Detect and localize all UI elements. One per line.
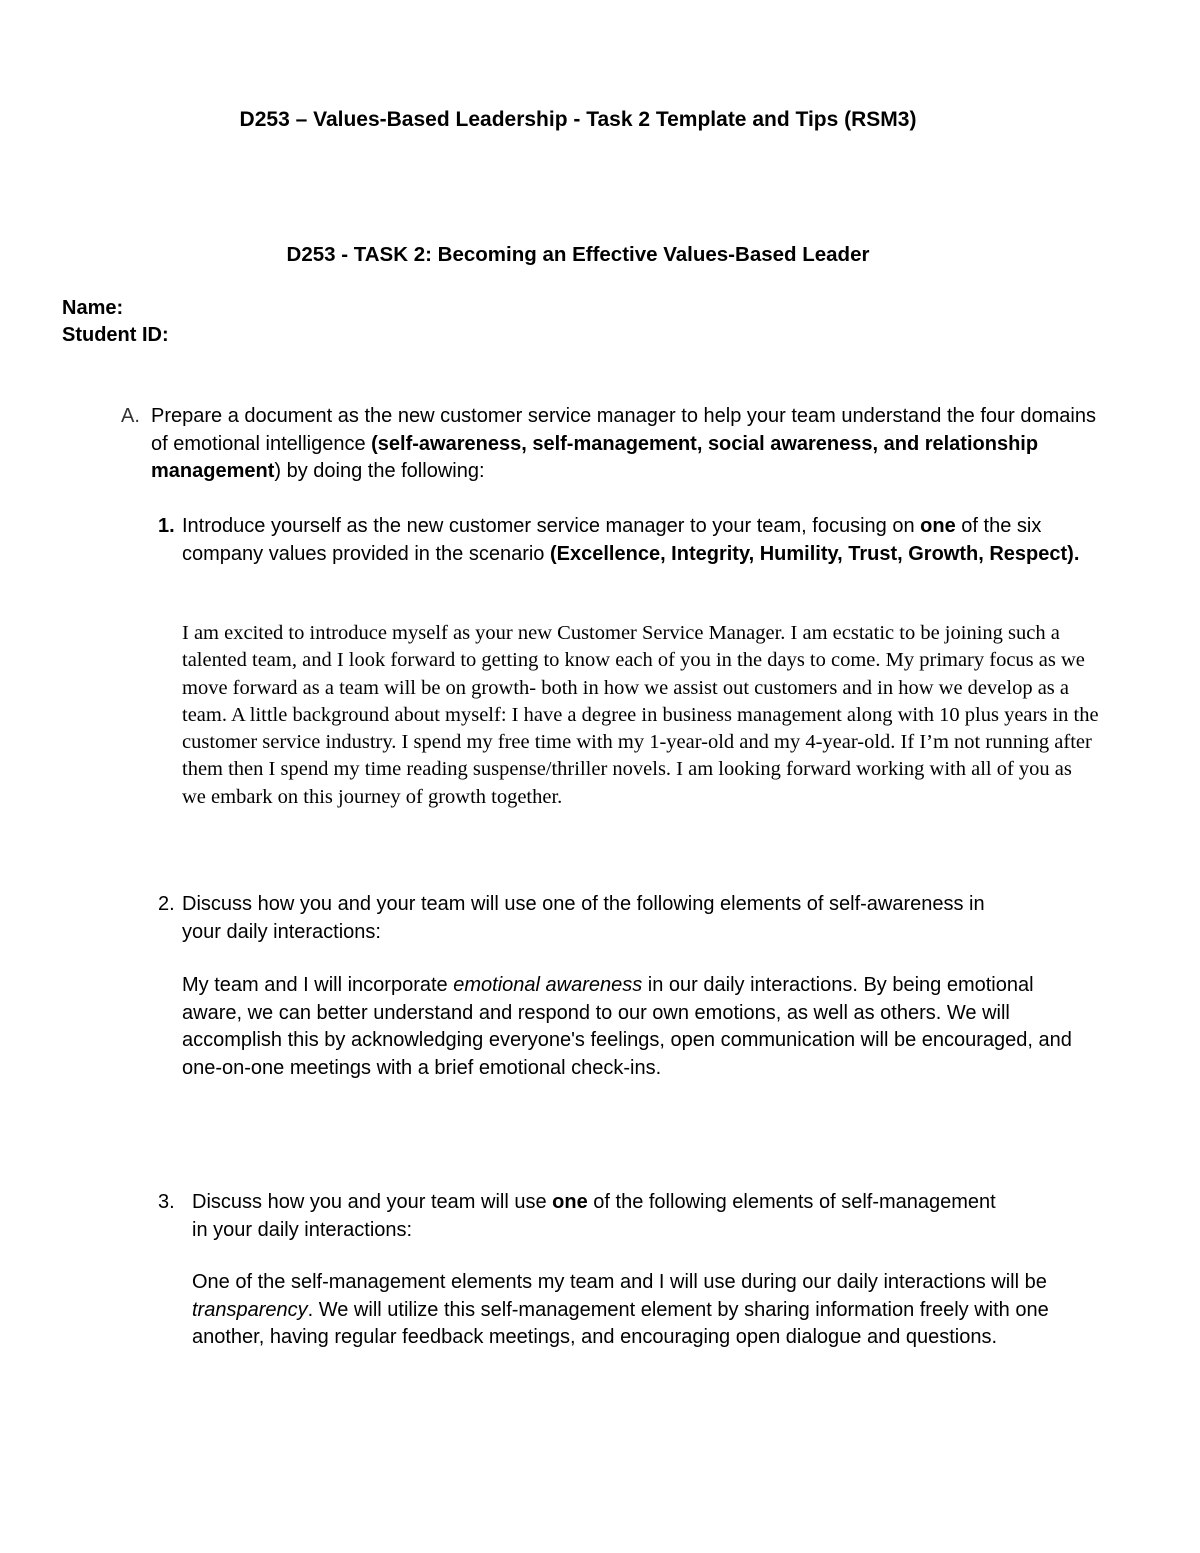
item-2-prompt: Discuss how you and your team will use one of the following elements of self-awareness in your daily interactions: xyxy=(182,893,985,943)
item-3-prompt-text-1: Discuss how you and your team will use xyxy=(192,1191,553,1213)
item-1-response: I am excited to introduce myself as your new Customer Service Manager. I am ecstatic to be joining such a talented team, and I look forward to getting to know each of you in the days to come. My primary focus as we move forward as a team will be on growth- both in how we assist out customers and in how we develop as a team. A little background about myself: I have a degree in business management along with 10 plus years in the customer service industry. I spend my free time with my 1-year-old and my 4-year-old. If I’m not running after them then I spend my time reading suspense/thriller novels. I am looking forward working with all of you as we embark on this journey of growth together. xyxy=(182,622,1099,808)
item-2-response-text-1: My team and I will incorporate xyxy=(182,974,454,996)
section-a-prompt-bold: (self-awareness, self-management, social awareness, and relationship management xyxy=(151,432,1039,482)
item-3-response-text-2: . We will utilize this self-management element by sharing information freely with one another, having regular feedback meetings, and encouraging open dialogue and questions. xyxy=(192,1298,1049,1348)
item-3-prompt xyxy=(192,1189,1012,1244)
item-3-response xyxy=(192,1269,1072,1352)
document-title: D253 – Values-Based Leadership - Task 2 Template and Tips (RSM3) xyxy=(239,108,917,131)
item-2-response-italic: emotional awareness xyxy=(453,974,643,996)
task-heading: D253 - TASK 2: Becoming an Effective Values-Based Leader xyxy=(286,243,870,266)
item-1-prompt-bold-one: one xyxy=(920,515,956,537)
name-label: Name: xyxy=(62,297,124,319)
section-a-prompt xyxy=(151,403,1096,486)
item-2-response xyxy=(182,972,1082,1082)
student-id-label: Student ID: xyxy=(62,324,169,346)
item-3-prompt-bold-one: one xyxy=(552,1191,588,1213)
item-3-response-italic: transparency xyxy=(192,1298,308,1321)
item-1-prompt-text-1: Introduce yourself as the new customer service manager to your team, focusing on xyxy=(182,515,921,537)
item-2-marker: 2. xyxy=(158,893,175,915)
section-a-prompt-text-1: Prepare a document as the new customer service manager to help your team understand the four domains of emotional intelligence xyxy=(151,405,1096,455)
item-1-prompt-text-2: of the six company values provided in the scenario xyxy=(182,515,1042,565)
item-1-prompt-bold-values: (Excellence, Integrity, Humility, Trust, Growth, Respect). xyxy=(550,542,1080,565)
item-1-prompt xyxy=(182,513,1102,568)
item-3-prompt-text-2: of the following elements of self-management in your daily interactions: xyxy=(192,1191,996,1241)
section-a-prompt-text-2: ) by doing the following: xyxy=(274,460,485,482)
item-3-response-text-1: One of the self-management elements my team and I will use during our daily interactions will be xyxy=(192,1271,1047,1293)
item-3-marker: 3. xyxy=(158,1191,175,1213)
section-a-marker: A. xyxy=(121,405,140,427)
item-2-response-text-2: in our daily interactions. By being emotional aware, we can better understand and respond to our own emotions, as well as others. We will accomplish this by acknowledging everyone's feelings, open communication will be encouraged, and one-on-one meetings with a brief emotional check-ins. xyxy=(182,974,1072,1079)
item-1-marker: 1. xyxy=(158,515,175,537)
